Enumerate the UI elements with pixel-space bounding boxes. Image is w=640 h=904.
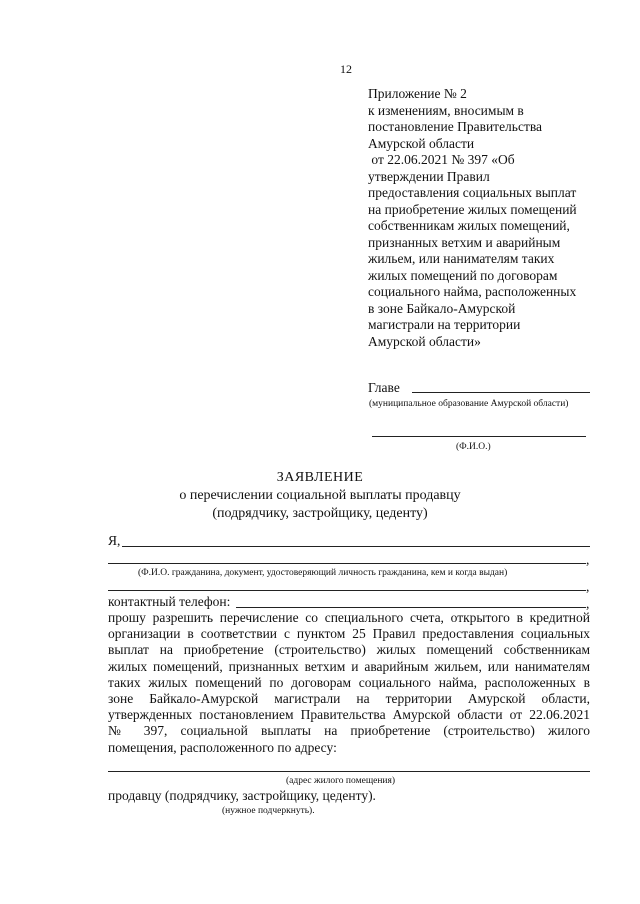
request-line: № 397, социальной выплаты на приобретение (строительство) жилого: [108, 723, 590, 739]
appendix-line: к изменениям, вносимым в: [368, 102, 524, 118]
appendix-line: предоставления социальных выплат: [368, 185, 577, 200]
comma: ,: [586, 596, 590, 611]
document-title: ЗАЯВЛЕНИЕ: [276, 470, 364, 485]
applicant-name-line[interactable]: [122, 546, 590, 547]
request-line: помещения, расположенного по адресу:: [108, 739, 337, 755]
document-subtitle: [0, 487, 640, 523]
applicant-caption: (Ф.И.О. гражданина, документ, удостоверяющий личность гражданина, кем и когда выдан): [138, 568, 508, 578]
request-paragraph: [108, 610, 590, 756]
appendix-line: собственникам жилых помещений,: [368, 218, 570, 233]
appendix-line: жильем, или нанимателям таких: [368, 251, 555, 266]
appendix-line: социального найма, расположенных: [368, 284, 577, 299]
applicant-doc-line[interactable]: [108, 563, 586, 564]
request-line: прошу разрешить перечисление со специального счета, открытого в кредитной: [108, 610, 590, 625]
applicant-prefix: Я,: [108, 533, 121, 548]
address-caption: (адрес жилого помещения): [286, 776, 396, 786]
appendix-line: Приложение № 2: [368, 86, 467, 101]
address-line[interactable]: [108, 771, 590, 772]
request-line: утвержденных постановлением Правительства Амурской области от 22.06.2021: [108, 707, 590, 723]
appendix-line: от 22.06.2021 № 397 «Об: [368, 152, 515, 167]
request-line: жилых помещений, признанных ветхим и аварийным жильем, или нанимателям: [108, 658, 590, 674]
subtitle-line: (подрядчику, застройщику, цеденту): [212, 506, 428, 521]
comma: ,: [586, 579, 590, 594]
addressee-label: Главе: [368, 380, 400, 395]
addressee-name-line[interactable]: [412, 392, 590, 393]
request-line: организации в соответствии с пунктом 25 Правил предоставления социальных: [108, 626, 590, 642]
appendix-line: постановление Правительства: [368, 119, 543, 134]
phone-label: контактный телефон:: [108, 594, 231, 609]
municipality-caption: (муниципальное образование Амурской области): [369, 399, 569, 409]
comma: ,: [586, 552, 590, 567]
appendix-line: в зоне Байкало-Амурской: [368, 300, 516, 316]
request-line: зоне Байкало-Амурской магистрали на территории Амурской области,: [108, 691, 590, 707]
request-line: таких жилых помещений по договорам социального найма, расположенных в: [108, 674, 590, 690]
applicant-extra-line[interactable]: [108, 590, 586, 591]
appendix-line: Амурской области»: [368, 333, 481, 349]
appendix-line: на приобретение жилых помещений: [368, 201, 577, 217]
subtitle-line: о перечислении социальной выплаты продавцу: [179, 488, 461, 503]
phone-line[interactable]: [236, 607, 586, 608]
recipient-text: продавцу (подрядчику, застройщику, цеденту).: [108, 788, 376, 803]
appendix-line: жилых помещений по договорам: [368, 267, 558, 283]
appendix-block: [368, 86, 608, 350]
recipient-caption: (нужное подчеркнуть).: [222, 806, 315, 816]
request-line: выплат на приобретение (строительство) жилых помещений собственникам: [108, 642, 590, 658]
appendix-line: признанных ветхим и аварийным: [368, 234, 561, 250]
addressee-fio-line[interactable]: [372, 436, 586, 437]
appendix-line: утверждении Правил: [368, 168, 490, 184]
page-number: 12: [340, 62, 352, 76]
appendix-line: Амурской области: [368, 135, 475, 151]
appendix-line: магистрали на территории: [368, 317, 521, 332]
fio-caption: (Ф.И.О.): [456, 442, 491, 452]
